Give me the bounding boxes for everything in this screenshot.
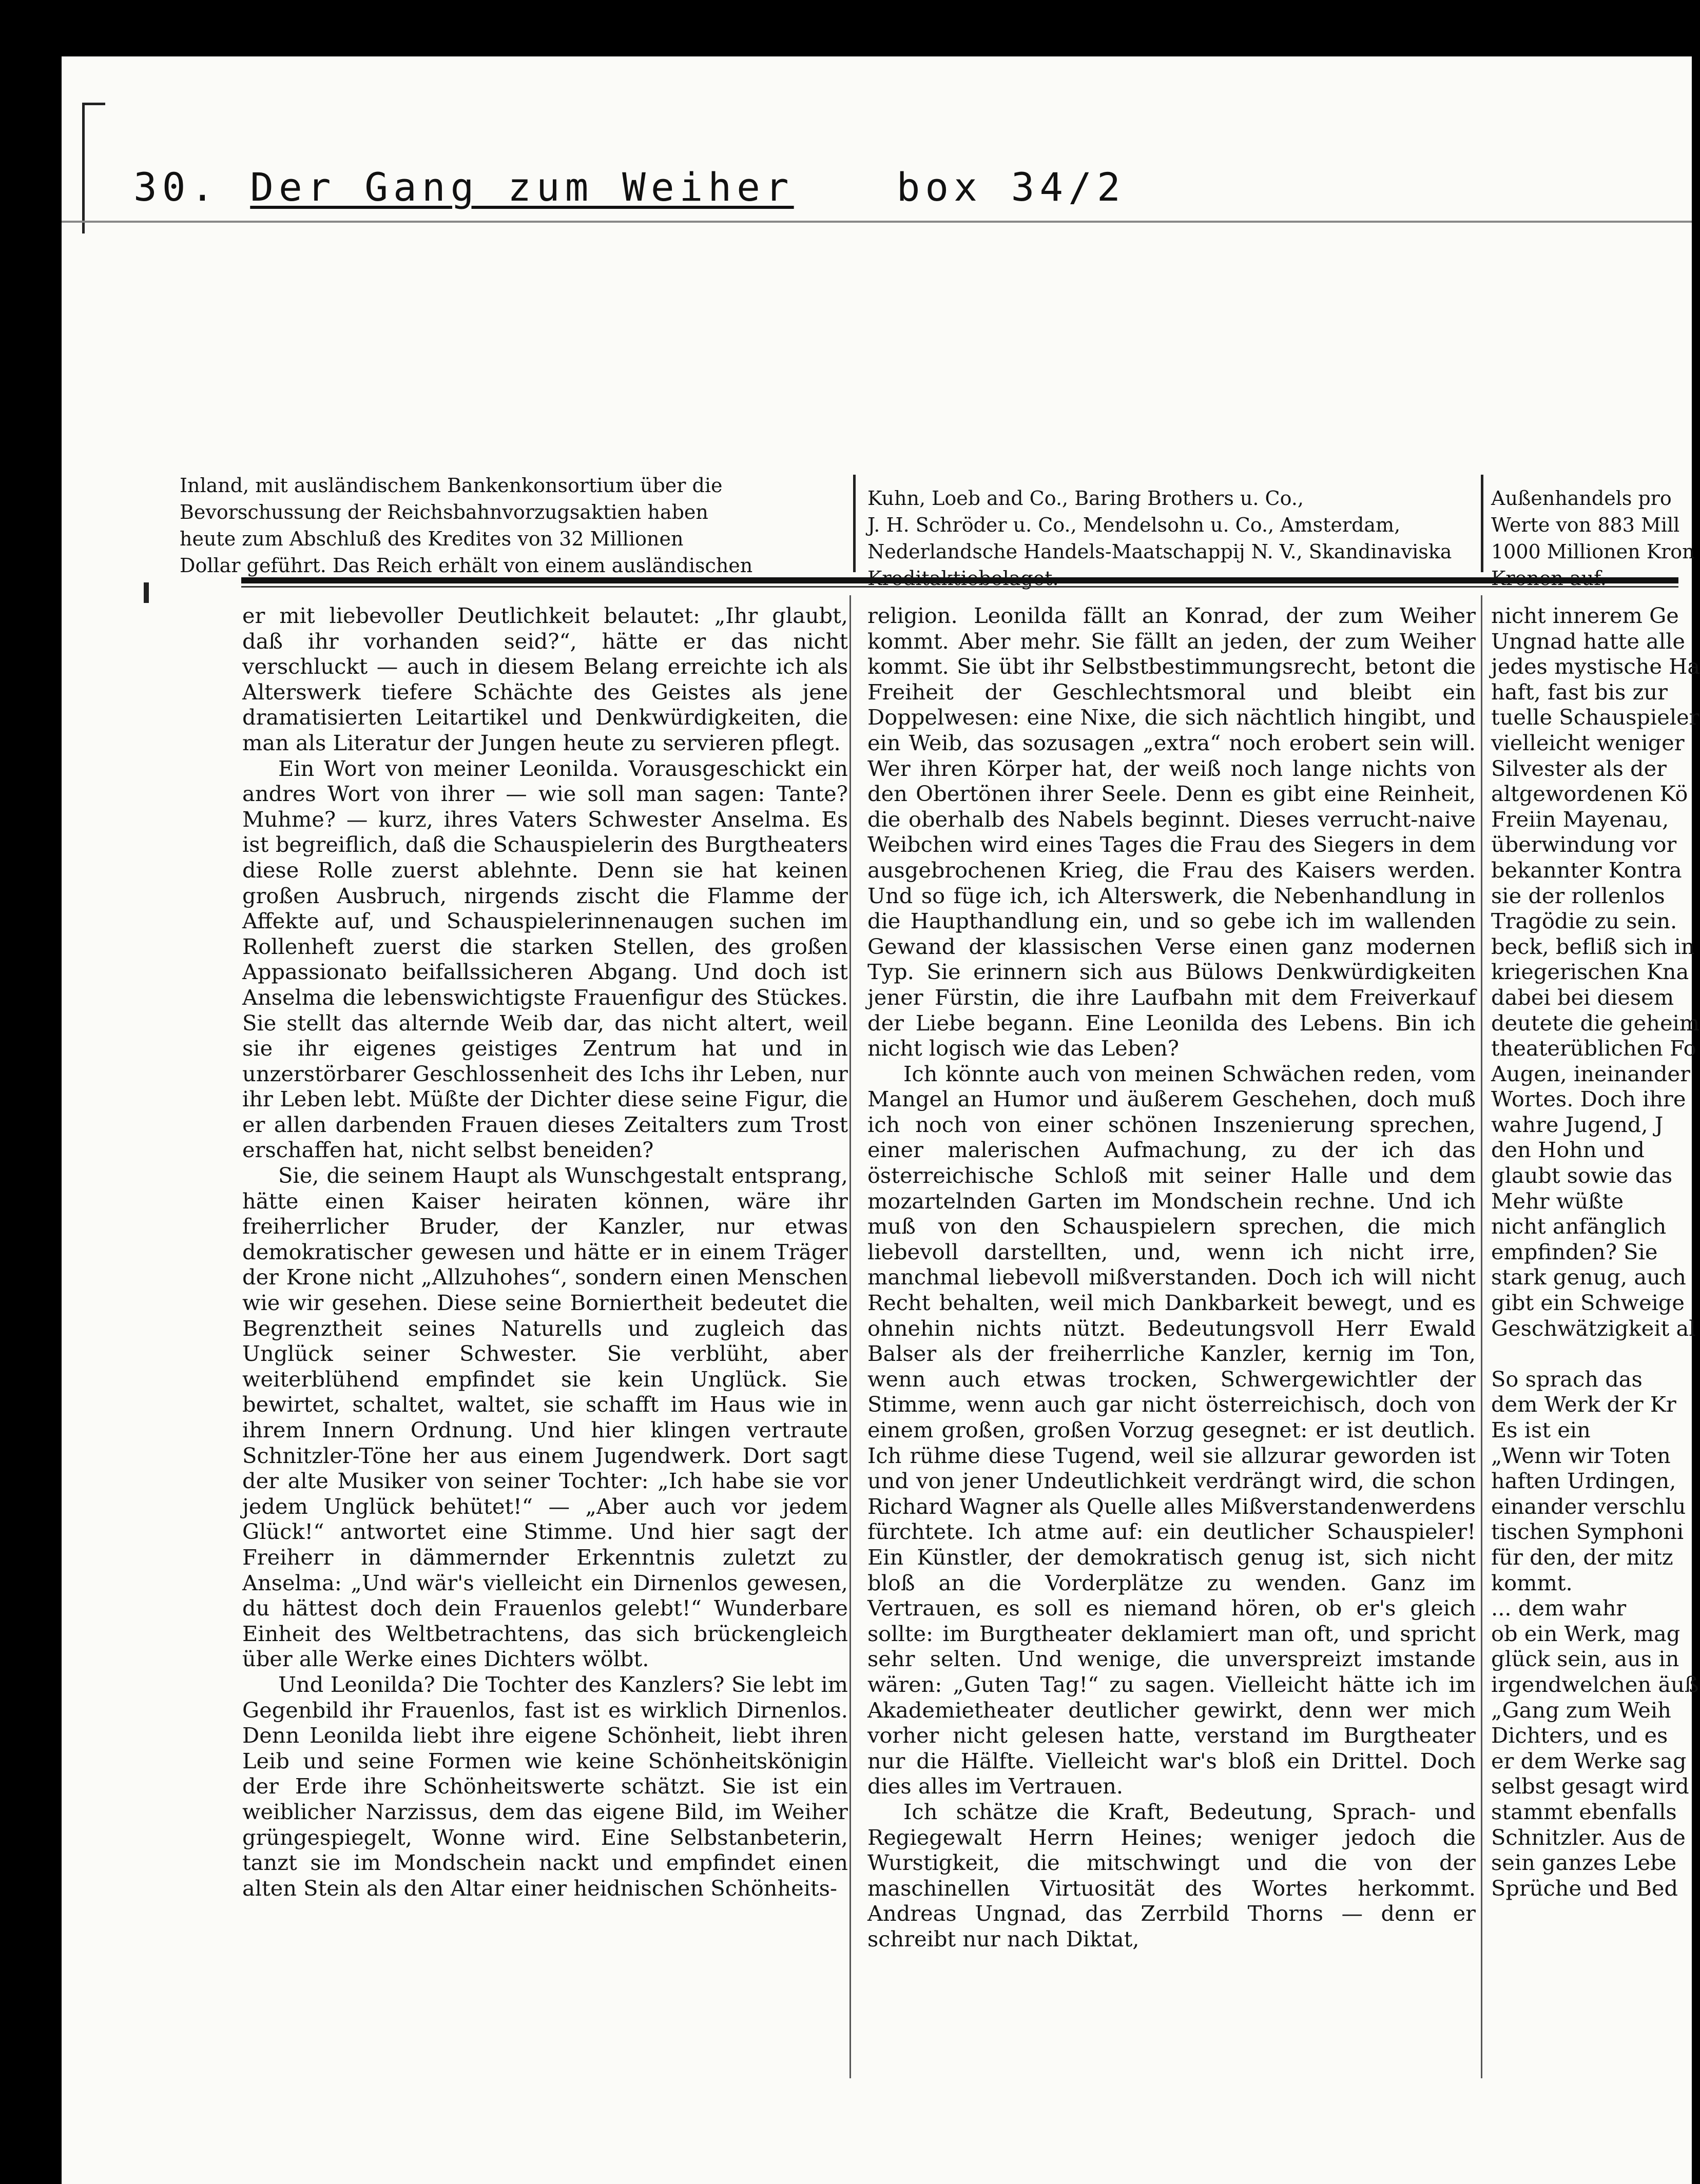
archive-label xyxy=(133,164,1126,210)
text-line: Es ist ein xyxy=(1491,1417,1591,1442)
text-line: Ungnad hatte alle xyxy=(1491,628,1685,654)
paragraph: Ich könnte auch von meinen Schwächen reden, vom Mangel an Humor und äußerem Geschehen, doch muß ich noch von einer schönen Inszenierung sprechen, einer malerischen Aufmachung, zu der ich das österreichische Schloß mit seiner Halle und dem mozartelnden Garten im Mondschein rechne. Und ich muß von den Schauspielern sprechen, die mich liebevoll darstellten, und, wenn ich nicht irre, manchmal liebevoll mißverstanden. Doch ich will nicht Recht behalten, weil mich Dankbarkeit bewegt, und es ohnehin nichts nützt. Bedeutungsvoll Herr Ewald Balser als der freiherrliche Kanzler, kernig im Ton, wenn auch etwas trocken, Schwergewichtler der Stimme, wenn auch gar nicht österreichisch, doch von einem großen, großen Vorzug gesegnet: er ist deutlich. Ich rühme diese Tugend, weil sie allzurar geworden ist und von jener Undeutlichkeit verdrängt wird, die schon Richard Wagner als Quelle alles Mißverstandenwerdens fürchtete. Ich atme auf: ein deutlicher Schauspieler! Ein Künstler, der demokratisch genug ist, sich nicht bloß an die Vorderplätze zu wenden. Ganz im Vertrauen, es soll es niemand hören, ob er's gleich sollte: im Burgtheater deklamiert man oft, und spricht sehr selten. Und wenige, die unverspreizt imstande wären: „Guten Tag!“ zu sagen. Vielleicht hätte ich im Akademietheater deutlicher gewirkt, denn wer mich vorher nicht gelesen hatte, verstand im Burgtheater nur die Hälfte. Vielleicht war's bloß ein Drittel. Doch dies alles im Vertrauen. xyxy=(867,1061,1476,1799)
text-line: empfinden? Sie xyxy=(1491,1239,1658,1264)
text-line: „Wenn wir Toten xyxy=(1491,1442,1671,1468)
text-line: gibt ein Schweige xyxy=(1491,1290,1685,1316)
text-line: Dichters, und es xyxy=(1491,1723,1668,1748)
article-column-middle xyxy=(867,603,1476,1952)
section-rule xyxy=(241,577,1678,583)
text-line: Silvester als der xyxy=(1491,755,1667,781)
text-line: heute zum Abschluß des Kredites von 32 Millionen xyxy=(180,528,684,550)
text-line: jedes mystische Ha xyxy=(1491,654,1700,679)
text-line: beck, befliß sich in xyxy=(1491,933,1695,959)
text-line: wahre Jugend, J xyxy=(1491,1112,1664,1137)
text-line: Werte von 883 Mill xyxy=(1491,514,1680,536)
text-line: Inland, mit ausländischem Bankenkonsortium über die xyxy=(180,474,723,497)
article-column-left xyxy=(242,603,848,1901)
label-divider xyxy=(62,221,1692,223)
text-line: stark genug, auch xyxy=(1491,1264,1686,1290)
text-line: Wortes. Doch ihre xyxy=(1491,1086,1686,1112)
text-line: glück sein, aus in xyxy=(1491,1646,1679,1672)
text-line: glaubt sowie das xyxy=(1491,1163,1673,1188)
column-rule xyxy=(1481,475,1483,572)
article-column-right xyxy=(1491,603,1700,1901)
text-line: Freiin Mayenau, xyxy=(1491,806,1669,832)
paragraph: religion. Leonilda fällt an Konrad, der zum Weiher kommt. Aber mehr. Sie fällt an jeden, der zum Weiher kommt. Sie übt ihr Selbstbestimmungsrecht, betont die Freiheit der Geschlechtsmoral und bleibt ein Doppelwesen: eine Nixe, die sich nächtlich hingibt, und ein Weib, das sozusagen „extra“ noch erobert sein will. Wer ihren Körper hat, der weiß noch lange nichts von den Obertönen ihrer Seele. Denn es gibt eine Reinheit, die oberhalb des Nabels beginnt. Dieses verrucht-naive Weibchen wird eines Tages die Frau des Siegers in dem ausgebrochenen Krieg, die Frau des Kaisers werden. Und so füge ich, ich Alterswerk, die Nebenhandlung in die Haupthandlung ein, und so gebe ich im wallenden Gewand der klassischen Verse einen ganz modernen Typ. Sie erinnern sich aus Bülows Denkwürdigkeiten jener Fürstin, die ihre Laufbahn mit dem Freiverkauf der Liebe begann. Eine Leonilda des Lebens. Bin ich nicht logisch wie das Leben? xyxy=(867,603,1476,1061)
text-line: für den, der mitz xyxy=(1491,1544,1673,1570)
text-line: Geschwätzigkeit al xyxy=(1491,1315,1696,1341)
column-rule xyxy=(853,475,856,572)
section-rule-thin xyxy=(241,586,1678,588)
text-line: ... dem wahr xyxy=(1491,1595,1627,1621)
text-line: nicht innerem Ge xyxy=(1491,603,1679,628)
text-line: 1000 Millionen Kron xyxy=(1491,540,1695,563)
text-line: selbst gesagt wird xyxy=(1491,1773,1689,1799)
text-line: sein ganzes Lebe xyxy=(1491,1850,1677,1876)
box-number: box 34/2 xyxy=(896,164,1126,210)
text-line: tuelle Schauspieler xyxy=(1491,705,1699,730)
text-line: haft, fast bis zur xyxy=(1491,679,1668,705)
text-line: stammt ebenfalls xyxy=(1491,1799,1677,1824)
text-line: Sprüche und Bed xyxy=(1491,1875,1678,1901)
text-line xyxy=(1491,1341,1645,1367)
text-line: „Gang zum Weih xyxy=(1491,1697,1671,1723)
text-line: kommt. xyxy=(1491,1570,1573,1595)
text-line: nicht anfänglich xyxy=(1491,1214,1667,1239)
margin-mark xyxy=(144,582,149,603)
text-line: theaterüblichen Fo xyxy=(1491,1036,1696,1061)
text-line: deutete die geheim xyxy=(1491,1010,1700,1036)
text-line: tischen Symphoni xyxy=(1491,1519,1684,1545)
text-line: Bevorschussung der Reichsbahnvorzugsaktien haben xyxy=(180,501,708,523)
text-line: den Hohn und xyxy=(1491,1137,1645,1163)
paragraph: Und Leonilda? Die Tochter des Kanzlers? Sie lebt im Gegenbild ihr Frauenlos, fast ist es wirklich Dirnenlos. Denn Leonilda liebt ihre eigene Schönheit, liebt ihren Leib und seine Formen wie keine Schönheitskönigin der Erde ihre Schönheitswerte schätzt. Sie ist ein weiblicher Narzissus, dem das eigene Bild, im Weiher grüngespiegelt, Wonne wird. Eine Selbstanbeterin, tanzt sie im Mondschein nackt und empfindet einen alten Stein als den Altar einer heidnischen Schönheits- xyxy=(242,1671,848,1901)
text-line: Tragödie zu sein. xyxy=(1491,908,1677,934)
text-line: dabei bei diesem xyxy=(1491,984,1674,1010)
paragraph: Sie, die seinem Haupt als Wunschgestalt entsprang, hätte einen Kaiser heiraten können, wäre ihr freiherrlicher Bruder, der Kanzler, nur etwas demokratischer gewesen und hätte er in einem Träger der Krone nicht „Allzuhohes“, sondern einen Menschen wie wir gesehen. Diese seine Borniertheit bedeutet die Begrenztheit seines Naturells und zugleich das Unglück seiner Schwester. Sie verblüht, aber weiterblühend empfindet sie kein Unglück. Sie bewirtet, schaltet, waltet, sie schafft im Haus wie in ihrem Innern Ordnung. Und hier klingen vertraute Schnitzler-Töne her aus einem Jugendwerk. Dort sagt der alte Musiker von seiner Tochter: „Ich habe sie vor jedem Unglück behütet!“ — „Aber auch vor jedem Glück!“ antwortet eine Stimme. Und hier sagt der Freiherr in dämmernder Erkenntnis zuletzt zu Anselma: „Und wär's vielleicht ein Dirnenlos gewesen, du hättest doch dein Frauenlos gelebt!“ Wunderbare Einheit des Weltbetrachtens, das sich brückengleich über alle Werke eines Dichters wölbt. xyxy=(242,1163,848,1672)
text-line: bekannter Kontra xyxy=(1491,857,1682,883)
folder-title: Der Gang zum Weiher xyxy=(250,164,794,210)
text-line: einander verschlu xyxy=(1491,1493,1686,1519)
text-line: vielleicht weniger xyxy=(1491,730,1685,755)
paragraph: Ich schätze die Kraft, Bedeutung, Sprach- und Regiegewalt Herrn Heines; weniger jedoch die Wurstigkeit, die mitschwingt und die von der maschinellen Virtuosität des Wortes herkommt. Andreas Ungnad, das Zerrbild Thorns — denn er schreibt nur nach Diktat, xyxy=(867,1799,1476,1952)
text-line: Kuhn, Loeb and Co., Baring Brothers u. Co., xyxy=(867,487,1304,510)
upper-middle-column xyxy=(867,485,1476,592)
folder-number: 30. xyxy=(133,164,220,210)
upper-right-column xyxy=(1491,485,1695,592)
column-rule xyxy=(849,595,851,2078)
paragraph: er mit liebevoller Deutlichkeit belautet: „Ihr glaubt, daß ihr vorhanden seid?“, hätte er das nicht verschluckt — auch in diesem Belang erreichte ich als Alterswerk tiefere Schächte des Geistes als jene dramatisierten Leitartikel und Denkwürdigkeiten, die man als Literatur der Jungen heute zu servieren pflegt. xyxy=(242,603,848,755)
text-line: Nederlandsche Handels-Maatschappij N. V., Skandinaviska xyxy=(867,540,1452,563)
text-line: Mehr wüßte xyxy=(1491,1188,1624,1214)
upper-left-column xyxy=(180,472,842,579)
text-line: Dollar geführt. Das Reich erhält von einem ausländischen xyxy=(180,554,753,577)
text-line: sie der rollenlos xyxy=(1491,883,1665,908)
text-line: haften Urdingen, xyxy=(1491,1468,1676,1494)
text-line: Augen, ineinander xyxy=(1491,1061,1690,1086)
text-line: Außenhandels pro xyxy=(1491,487,1672,510)
text-line: So sprach das xyxy=(1491,1366,1643,1392)
text-line: altgewordenen Kö xyxy=(1491,781,1688,807)
text-line: dem Werk der Kr xyxy=(1491,1392,1676,1417)
text-line: er dem Werke sag xyxy=(1491,1748,1687,1773)
text-line: ob ein Werk, mag xyxy=(1491,1621,1680,1646)
text-line: irgendwelchen äuß xyxy=(1491,1671,1699,1697)
paragraph: Ein Wort von meiner Leonilda. Vorausgeschickt ein andres Wort von ihrer — wie soll man sagen: Tante? Muhme? — kurz, ihres Vaters Schwester Anselma. Es ist begreiflich, daß die Schauspielerin des Burgtheaters diese Rolle zuerst ablehnte. Denn sie hat keinen großen Ausbruch, nirgends zischt die Flamme der Affekte auf, und Schauspielerinnenaugen suchen im Rollenheft zuerst die starken Stellen, des großen Appassionato beifallssicheren Abgang. Und doch ist Anselma die lebenswichtigste Frauenfigur des Stückes. Sie stellt das alternde Weib dar, das nicht altert, weil sie ihr eigenes geistiges Zentrum hat und in unzerstörbarer Geschlossenheit des Ichs ihr Leben, nur ihr Leben lebt. Müßte der Dichter diese seine Figur, die er allen darbenden Frauen dieses Zeitalters zum Trost erschaffen hat, nicht selbst beneiden? xyxy=(242,755,848,1163)
column-rule xyxy=(1481,595,1482,2078)
text-line: überwindung vor xyxy=(1491,832,1677,857)
text-line: kriegerischen Kna xyxy=(1491,959,1689,985)
crop-mark xyxy=(82,103,105,233)
text-line: J. H. Schröder u. Co., Mendelsohn u. Co., Amsterdam, xyxy=(867,514,1401,536)
text-line: Schnitzler. Aus de xyxy=(1491,1824,1686,1850)
